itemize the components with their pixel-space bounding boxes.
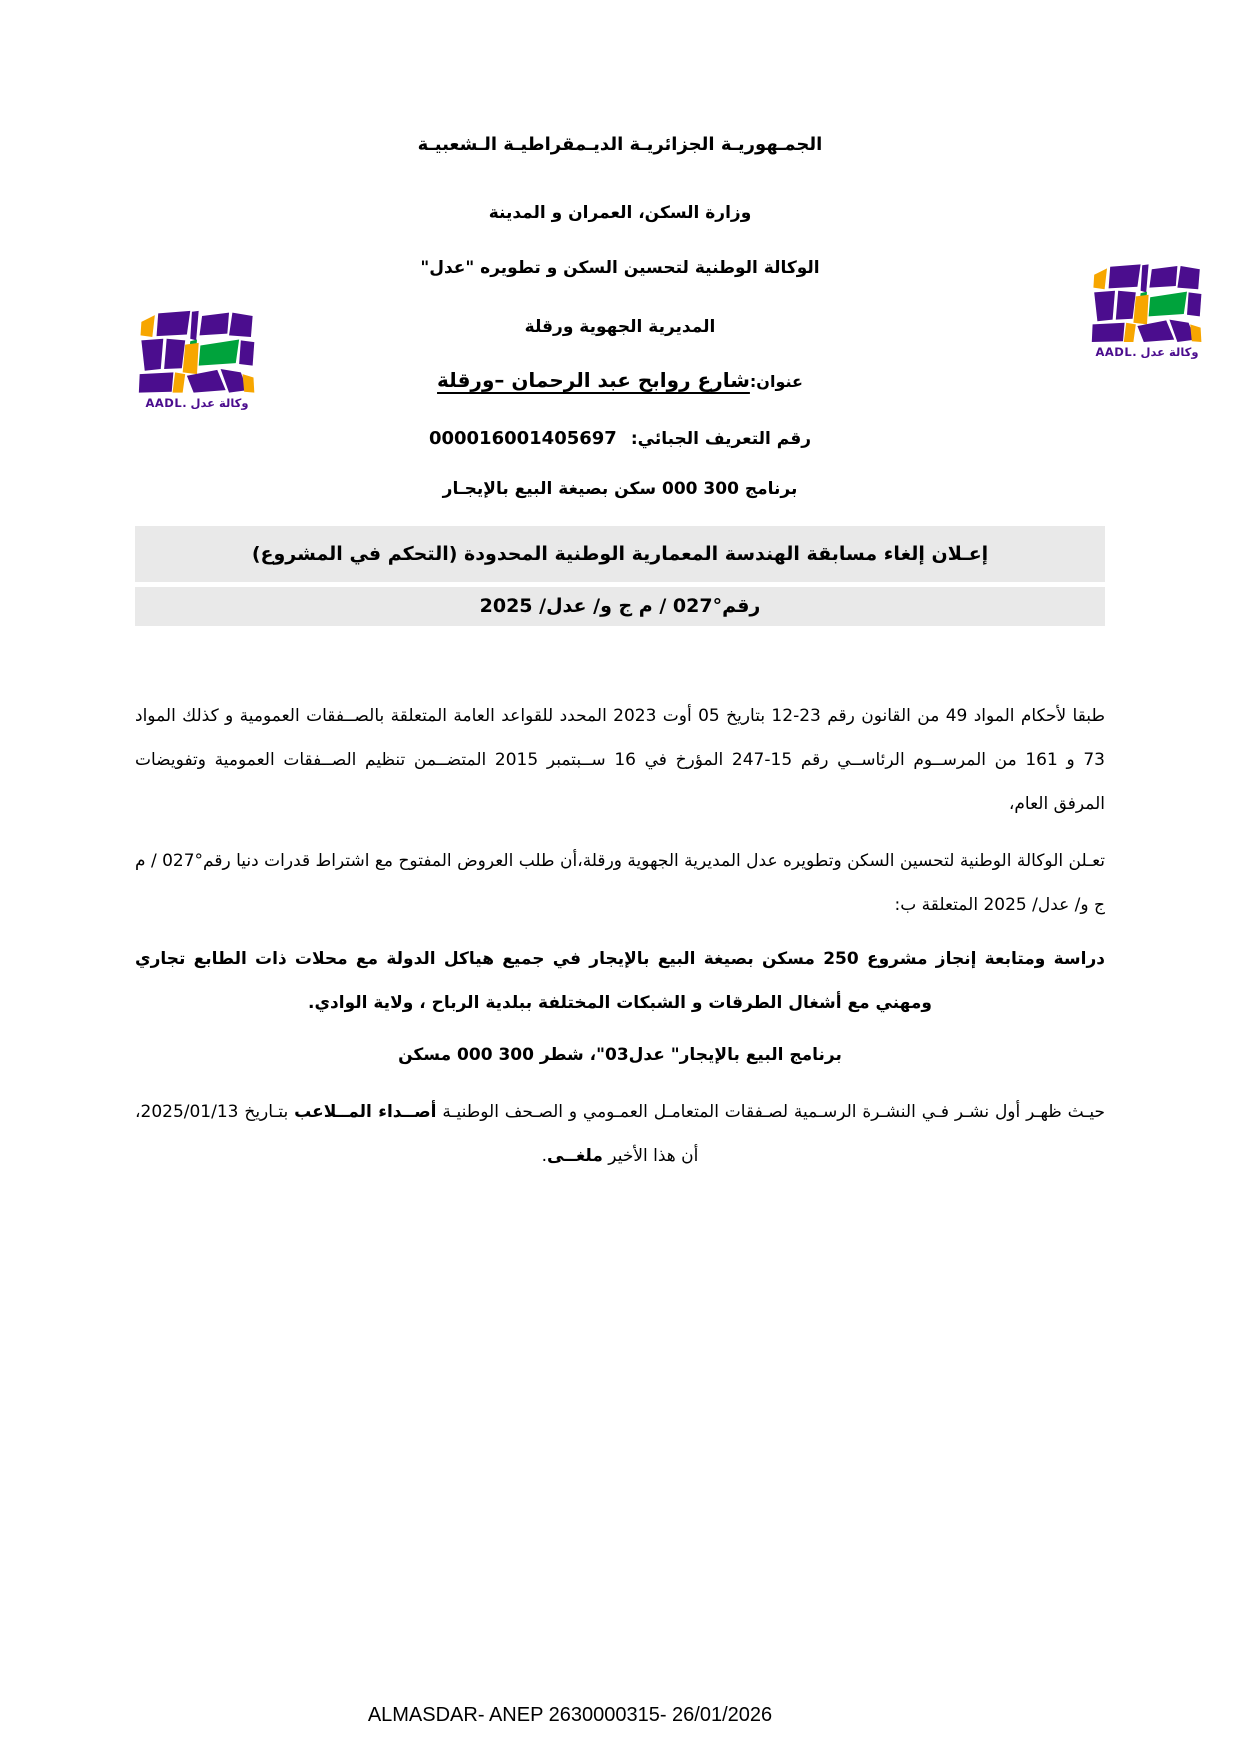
statement-text: حيـث ظهـر أول نشـر فـي النشـرة الرسـمية لصـفقات المتعامـل العمـومي و الصـحف الوطنيـة	[436, 1101, 1105, 1122]
cancelled-word: ملغــى	[547, 1145, 603, 1166]
aadl-mosaic-icon	[1087, 262, 1207, 342]
statement-date-text: بتـاريخ 2025/01/13، أن هذا الأخير	[135, 1101, 699, 1166]
tax-id-label: رقم التعريف الجبائي:	[630, 428, 812, 449]
body-text	[135, 694, 1105, 1178]
cancellation-statement-paragraph	[135, 1090, 1105, 1178]
legal-basis-paragraph: طبقا لأحكام المواد 49 من القانون رقم 23-12 بتاريخ 05 أوت 2023 المحدد للقواعد العامة المتعلقة بالصــفقات العمومية و كذلك المواد 73 و 161 من المرســوم الرئاســي رقم 15-247 المؤرخ في 16 ســبتمبر 2015 المتضــمن تنظيم الصــفقات العمومية وتفويضات المرفق العام،	[135, 706, 1105, 815]
address-label: عنوان:	[749, 371, 803, 391]
republic-title: الجمـهوريـة الجزائريـة الديـمقراطيـة الـشعبيـة	[417, 134, 823, 155]
newspaper-name: أصــداء المــلاعب	[294, 1101, 437, 1122]
aadl-logo-caption: وكالة عدل .AADL	[145, 396, 249, 410]
announcement-paragraph: تعـلن الوكالة الوطنية لتحسين السكن وتطويره عدل المديرية الجهوية ورقلة،أن طلب العروض المفتوح مع اشتراط قدرات دنيا رقم°027 / م ج و/ عدل/ 2025 المتعلقة ب:	[135, 850, 1106, 915]
agency-title: الوكالة الوطنية لتحسين السكن و تطويره "عدل"	[420, 258, 820, 279]
tax-id-value: 000016001405697	[428, 427, 617, 449]
aadl-logo-caption: وكالة عدل .AADL	[1095, 345, 1199, 359]
address-line	[135, 368, 1105, 392]
address-value: شارع روابح عبد الرحمان –ورقلة	[437, 367, 750, 392]
ministry-title: وزارة السكن، العمران و المدينة	[488, 203, 752, 224]
tax-id-line	[135, 428, 1105, 449]
anep-footer: ALMASDAR- ANEP 2630000315- 26/01/2026	[367, 1704, 773, 1726]
directorate-title: المديرية الجهوية ورقلة	[524, 316, 716, 337]
program-tranche-line: برنامج البيع بالإيجار" عدل03"، شطر 300 000 مسكن	[398, 1045, 842, 1066]
cancellation-notice-title: إعـلان إلغاء مسابقة الهندسة المعمارية الوطنية المحدودة (التحكم في المشروع)	[135, 526, 1105, 583]
cancellation-notice-ref: رقم°027 / م ج و/ عدل/ 2025	[135, 587, 1105, 626]
document-content	[135, 133, 1105, 1178]
statement-period: .	[541, 1145, 548, 1166]
project-description-paragraph: دراسة ومتابعة إنجاز مشروع 250 مسكن بصيغة البيع بالإيجار في جميع هياكل الدولة مع محلات ذات الطابع تجاري ومهني مع أشغال الطرقات و الشبكات المختلفة ببلدية الرباح ، ولاية الوادي.	[135, 948, 1105, 1014]
program-line: برنامج 300 000 سكن بصيغة البيع بالإيجـار	[442, 478, 798, 499]
